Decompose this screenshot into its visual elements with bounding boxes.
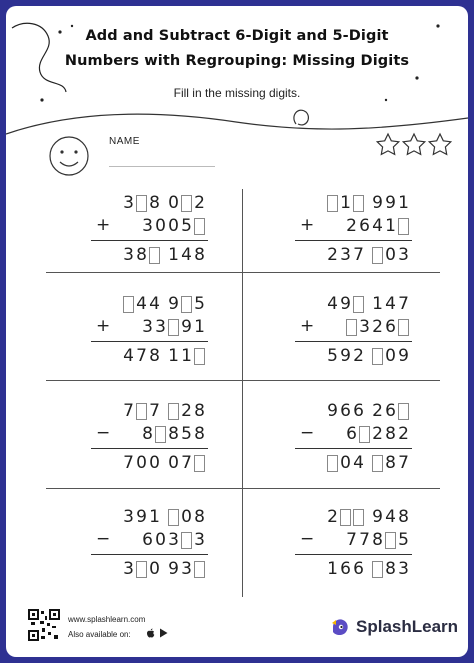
- digit: 8: [194, 424, 205, 444]
- missing-digit-box[interactable]: [327, 195, 338, 212]
- digit: 8: [372, 530, 383, 550]
- digit: 0: [340, 453, 351, 473]
- digit: 4: [149, 294, 160, 314]
- digit: 1: [398, 193, 409, 213]
- dot-shape: [415, 76, 418, 79]
- digit: 4: [123, 346, 134, 366]
- missing-digit-box[interactable]: [353, 195, 364, 212]
- digit: 3: [398, 559, 409, 579]
- grid-divider-vertical: [242, 189, 243, 597]
- digit: 6: [353, 401, 364, 421]
- minus-sign: −: [96, 529, 111, 549]
- digit: 9: [340, 294, 351, 314]
- splashlearn-logo-icon: [330, 617, 352, 637]
- digit: 6: [385, 317, 396, 337]
- digit: 3: [142, 216, 153, 236]
- digit: 3: [340, 245, 351, 265]
- bottom-number: [141, 316, 206, 338]
- digit: 3: [123, 245, 134, 265]
- digit: 1: [327, 559, 338, 579]
- digit: 6: [353, 559, 364, 579]
- digit: 4: [353, 453, 364, 473]
- top-number: [122, 506, 206, 528]
- sum-rule: [91, 554, 208, 555]
- missing-digit-box[interactable]: [168, 509, 179, 526]
- result-number: [326, 452, 410, 474]
- plus-sign: +: [300, 215, 315, 235]
- missing-digit-box[interactable]: [353, 509, 364, 526]
- missing-digit-box[interactable]: [346, 319, 357, 336]
- digit: 0: [155, 216, 166, 236]
- top-number: [122, 400, 206, 422]
- footer-url[interactable]: www.splashlearn.com: [68, 615, 146, 624]
- digit: 8: [194, 401, 205, 421]
- digit: 6: [359, 216, 370, 236]
- missing-digit-box[interactable]: [181, 195, 192, 212]
- digit: 3: [123, 559, 134, 579]
- digit: 2: [194, 193, 205, 213]
- plus-sign: +: [300, 316, 315, 336]
- digit: 4: [372, 216, 383, 236]
- result-number: [326, 558, 410, 580]
- top-number: [326, 400, 410, 422]
- sum-rule: [295, 341, 412, 342]
- digit: 9: [340, 346, 351, 366]
- missing-digit-box[interactable]: [372, 561, 383, 578]
- missing-digit-box[interactable]: [359, 426, 370, 443]
- digit: 9: [372, 507, 383, 527]
- title-line-1: Add and Subtract 6-Digit and 5-Digit: [85, 28, 389, 44]
- digit: 7: [123, 453, 134, 473]
- footer-available: Also available on:: [68, 630, 131, 639]
- missing-digit-box[interactable]: [398, 403, 409, 420]
- digit: 5: [194, 294, 205, 314]
- grid-divider-horizontal: [46, 272, 440, 273]
- missing-digit-box[interactable]: [372, 455, 383, 472]
- digit: 8: [142, 424, 153, 444]
- apple-icon[interactable]: [146, 628, 155, 638]
- digit: 0: [168, 216, 179, 236]
- digit: 3: [168, 530, 179, 550]
- digit: 4: [327, 294, 338, 314]
- sum-rule: [295, 448, 412, 449]
- grid-divider-horizontal: [46, 488, 440, 489]
- missing-digit-box[interactable]: [194, 218, 205, 235]
- digit: 8: [149, 193, 160, 213]
- digit: 3: [194, 530, 205, 550]
- digit: 0: [168, 453, 179, 473]
- sum-rule: [295, 240, 412, 241]
- digit: 0: [385, 245, 396, 265]
- top-number: [122, 192, 206, 214]
- wave-line: [6, 114, 468, 134]
- sum-rule: [295, 554, 412, 555]
- digit: 8: [149, 346, 160, 366]
- bottom-number: [141, 529, 206, 551]
- bottom-number: [345, 215, 410, 237]
- name-field[interactable]: [109, 166, 215, 167]
- smiley-icon: [50, 137, 88, 175]
- digit: 0: [149, 453, 160, 473]
- digit: 4: [385, 294, 396, 314]
- title-line-2: Numbers with Regrouping: Missing Digits: [64, 53, 410, 69]
- missing-digit-box[interactable]: [194, 561, 205, 578]
- missing-digit-box[interactable]: [168, 403, 179, 420]
- missing-digit-box[interactable]: [194, 348, 205, 365]
- star-icons: [377, 134, 451, 154]
- digit: 1: [168, 346, 179, 366]
- digit: 1: [181, 346, 192, 366]
- digit: 6: [346, 424, 357, 444]
- digit: 2: [372, 401, 383, 421]
- digit: 8: [398, 507, 409, 527]
- missing-digit-box[interactable]: [194, 455, 205, 472]
- instructions: Fill in the missing digits.: [173, 86, 301, 100]
- digit: 2: [346, 216, 357, 236]
- digit: 7: [346, 530, 357, 550]
- digit: 5: [398, 530, 409, 550]
- minus-sign: −: [300, 423, 315, 443]
- missing-digit-box[interactable]: [398, 319, 409, 336]
- digit: 4: [181, 245, 192, 265]
- digit: 7: [181, 453, 192, 473]
- digit: 9: [372, 193, 383, 213]
- digit: 3: [123, 193, 134, 213]
- digit: 3: [398, 245, 409, 265]
- digit: 5: [181, 216, 192, 236]
- missing-digit-box[interactable]: [136, 403, 147, 420]
- plus-sign: +: [96, 215, 111, 235]
- bottom-number: [345, 423, 410, 445]
- missing-digit-box[interactable]: [149, 247, 160, 264]
- digit: 8: [168, 424, 179, 444]
- missing-digit-box[interactable]: [327, 455, 338, 472]
- plus-sign: +: [96, 316, 111, 336]
- digit: 8: [385, 453, 396, 473]
- missing-digit-box[interactable]: [181, 296, 192, 313]
- digit: 0: [136, 453, 147, 473]
- minus-sign: −: [96, 423, 111, 443]
- missing-digit-box[interactable]: [372, 247, 383, 264]
- missing-digit-box[interactable]: [181, 532, 192, 549]
- worksheet: [6, 6, 468, 657]
- digit: 9: [168, 294, 179, 314]
- missing-digit-box[interactable]: [398, 218, 409, 235]
- digit: 5: [327, 346, 338, 366]
- digit: 7: [123, 401, 134, 421]
- digit: 8: [194, 245, 205, 265]
- bottom-number: [345, 316, 410, 338]
- missing-digit-box[interactable]: [136, 195, 147, 212]
- result-number: [122, 452, 206, 474]
- digit: 2: [327, 507, 338, 527]
- digit: 7: [359, 530, 370, 550]
- top-number: [326, 192, 410, 214]
- digit: 1: [194, 317, 205, 337]
- digit: 8: [385, 559, 396, 579]
- play-store-icon[interactable]: [159, 628, 168, 638]
- missing-digit-box[interactable]: [385, 532, 396, 549]
- missing-digit-box[interactable]: [155, 426, 166, 443]
- digit: 3: [359, 317, 370, 337]
- result-number: [122, 345, 206, 367]
- digit: 7: [149, 401, 160, 421]
- brand-logo: [330, 617, 458, 637]
- digit: 2: [398, 424, 409, 444]
- digit: 6: [385, 401, 396, 421]
- digit: 0: [168, 193, 179, 213]
- digit: 2: [372, 317, 383, 337]
- bottom-number: [345, 529, 410, 551]
- digit: 0: [385, 346, 396, 366]
- digit: 1: [168, 245, 179, 265]
- result-number: [326, 345, 410, 367]
- missing-digit-box[interactable]: [123, 296, 134, 313]
- digit: 0: [155, 530, 166, 550]
- digit: 1: [149, 507, 160, 527]
- digit: 1: [372, 294, 383, 314]
- result-number: [326, 244, 410, 266]
- digit: 4: [385, 507, 396, 527]
- missing-digit-box[interactable]: [340, 509, 351, 526]
- digit: 9: [385, 193, 396, 213]
- top-number: [326, 506, 410, 528]
- digit: 7: [398, 453, 409, 473]
- bottom-number: [141, 215, 206, 237]
- digit: 0: [181, 507, 192, 527]
- missing-digit-box[interactable]: [168, 319, 179, 336]
- name-label: NAME: [109, 136, 140, 147]
- digit: 7: [353, 245, 364, 265]
- result-number: [122, 558, 206, 580]
- digit: 9: [327, 401, 338, 421]
- digit: 1: [340, 193, 351, 213]
- swirl-shape: [294, 110, 309, 125]
- dot-shape: [71, 25, 73, 27]
- grid-divider-horizontal: [46, 380, 440, 381]
- digit: 3: [155, 317, 166, 337]
- top-number: [326, 293, 410, 315]
- digit: 3: [123, 507, 134, 527]
- missing-digit-box[interactable]: [136, 561, 147, 578]
- digit: 0: [149, 559, 160, 579]
- result-number: [122, 244, 206, 266]
- digit: 9: [398, 346, 409, 366]
- digit: 4: [136, 294, 147, 314]
- sum-rule: [91, 341, 208, 342]
- sum-rule: [91, 240, 208, 241]
- digit: 6: [142, 530, 153, 550]
- digit: 2: [372, 424, 383, 444]
- digit: 3: [181, 559, 192, 579]
- digit: 7: [398, 294, 409, 314]
- digit: 2: [327, 245, 338, 265]
- sum-rule: [91, 448, 208, 449]
- missing-digit-box[interactable]: [353, 296, 364, 313]
- digit: 2: [353, 346, 364, 366]
- digit: 1: [385, 216, 396, 236]
- digit: 9: [136, 507, 147, 527]
- brand-name: SplashLearn: [356, 617, 459, 636]
- digit: 2: [181, 401, 192, 421]
- digit: 9: [168, 559, 179, 579]
- digit: 5: [181, 424, 192, 444]
- bottom-number: [141, 423, 206, 445]
- digit: 8: [194, 507, 205, 527]
- digit: 7: [136, 346, 147, 366]
- digit: 9: [181, 317, 192, 337]
- qr-code-icon: [28, 609, 60, 641]
- digit: 6: [340, 559, 351, 579]
- top-number: [122, 293, 206, 315]
- digit: 8: [385, 424, 396, 444]
- digit: 3: [142, 317, 153, 337]
- digit: 6: [340, 401, 351, 421]
- minus-sign: −: [300, 529, 315, 549]
- missing-digit-box[interactable]: [372, 348, 383, 365]
- digit: 8: [136, 245, 147, 265]
